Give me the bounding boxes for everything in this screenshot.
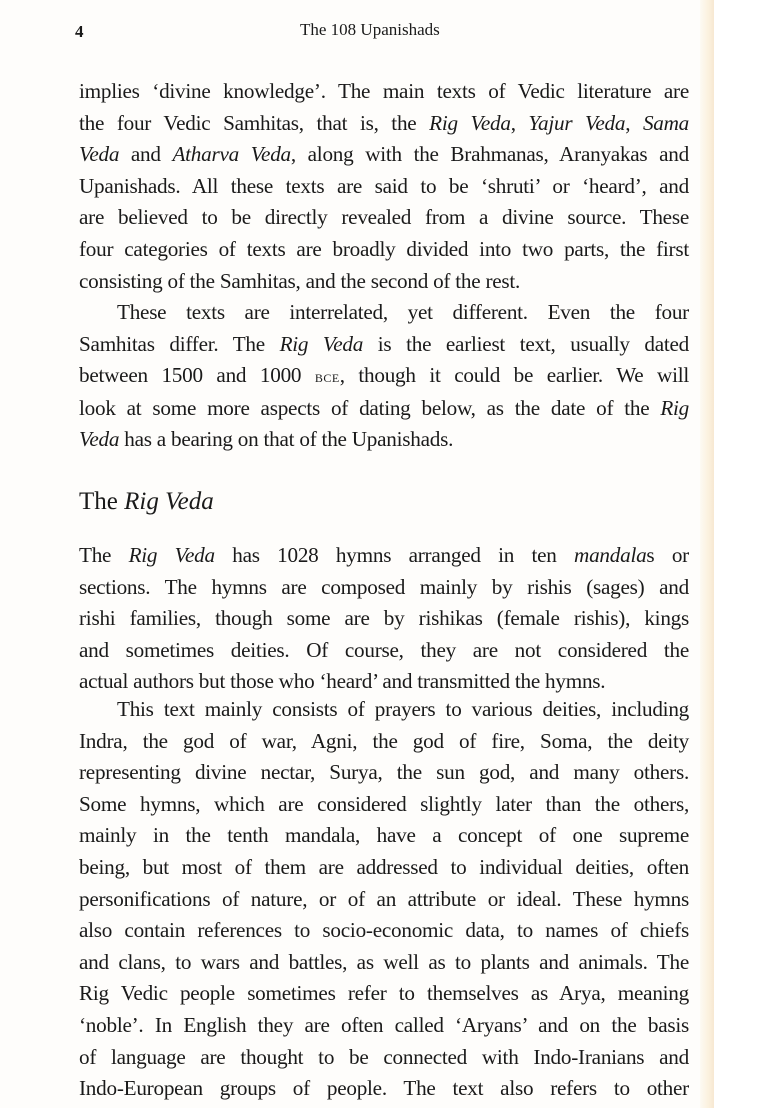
paragraph-4 — [79, 694, 689, 1105]
text-line: are believed to be directly revealed from a divine source. These — [79, 205, 689, 230]
text-line: mainly in the tenth mandala, have a concept of one supreme — [79, 823, 689, 848]
text-line: sections. The hymns are composed mainly by rishis (sages) and — [79, 574, 689, 599]
text-line: consisting of the Samhitas, and the second of the rest. — [79, 268, 521, 293]
text-line: ‘noble’. In English they are often called ‘Aryans’ and on the basis — [79, 1012, 689, 1037]
text-line: personifications of nature, or of an attribute or ideal. These hymns — [79, 886, 689, 911]
text-line: implies ‘divine knowledge’. The main texts of Vedic literature are — [79, 79, 689, 103]
text-line: Indo-European groups of people. The text also refers to other — [79, 1076, 689, 1101]
text-line: look at some more aspects of dating below, as the date of the Rig — [79, 395, 689, 420]
paragraph-1 — [79, 76, 689, 297]
page-number: 4 — [75, 22, 84, 41]
text-line: of language are thought to be connected with Indo-Iranians and — [79, 1044, 689, 1069]
text-line: Rig Vedic people sometimes refer to themselves as Arya, meaning — [79, 981, 689, 1006]
text-line: the four Vedic Samhitas, that is, the Rig Veda, Yajur Veda, Sama — [79, 110, 690, 135]
text-line: actual authors but those who ‘heard’ and transmitted the hymns. — [79, 669, 606, 694]
text-line: also contain references to socio-economic data, to names of chiefs — [79, 918, 689, 943]
section-heading: The Rig Veda — [79, 488, 214, 515]
paragraph-3 — [79, 540, 689, 698]
text-line: representing divine nectar, Surya, the sun god, and many others. — [79, 760, 689, 785]
page-edge-shading — [700, 0, 714, 1108]
text-line: This text mainly consists of prayers to various deities, including — [117, 697, 689, 721]
text-line: Veda has a bearing on that of the Upanishads. — [79, 427, 454, 452]
text-line: Upanishads. All these texts are said to be ‘shruti’ or ‘heard’, and — [79, 173, 689, 198]
book-title: The 108 Upanishads — [300, 20, 440, 39]
text-line: Samhitas differ. The Rig Veda is the earliest text, usually dated — [79, 331, 690, 356]
text-line: and sometimes deities. Of course, they are not considered the — [79, 637, 689, 662]
text-line: These texts are interrelated, yet different. Even the four — [117, 300, 689, 324]
running-header — [0, 18, 708, 44]
text-line: being, but most of them are addressed to individual deities, often — [79, 854, 689, 879]
paragraph-2 — [79, 297, 689, 456]
text-line: Veda and Atharva Veda, along with the Brahmanas, Aranyakas and — [79, 142, 689, 167]
text-line: rishi families, though some are by rishikas (female rishis), kings — [79, 606, 689, 631]
text-line: and clans, to wars and battles, as well as to plants and animals. The — [79, 949, 689, 974]
text-line: four categories of texts are broadly divided into two parts, the first — [79, 236, 689, 261]
text-line: Some hymns, which are considered slightly later than the others, — [79, 791, 689, 816]
text-line: The Rig Veda has 1028 hymns arranged in ten mandalas or — [79, 543, 689, 567]
text-line: between 1500 and 1000 bce, though it could be earlier. We will — [79, 363, 689, 388]
text-line: Indra, the god of war, Agni, the god of fire, Soma, the deity — [79, 728, 689, 753]
